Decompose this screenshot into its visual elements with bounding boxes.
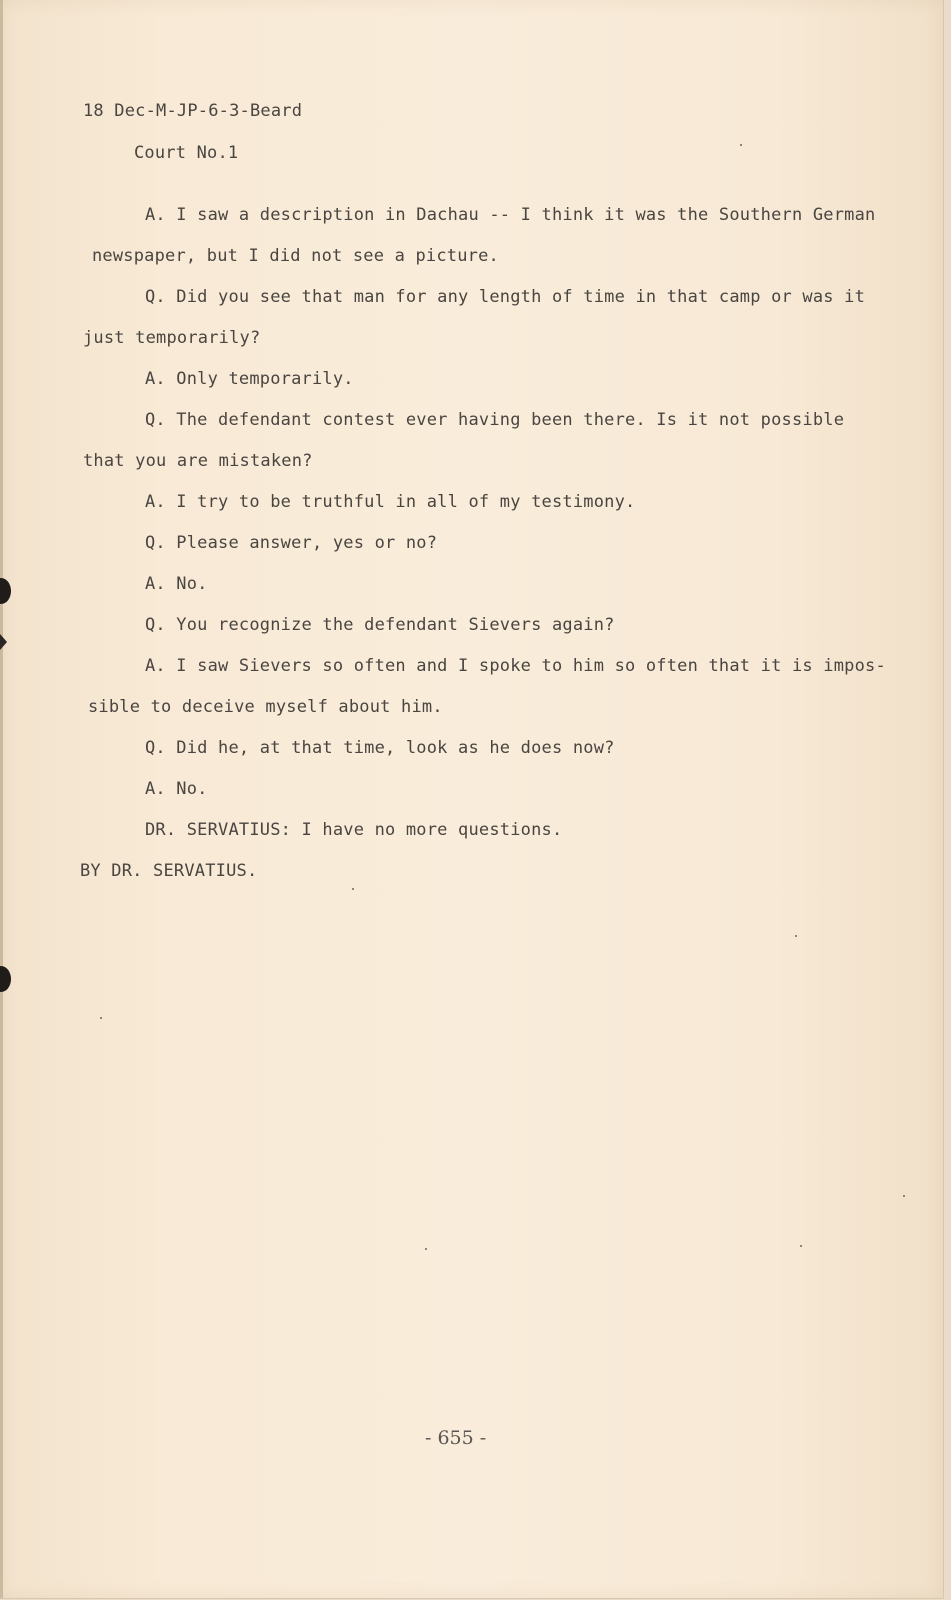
transcript-line: A. I try to be truthful in all of my testimony. — [145, 492, 636, 512]
transcript-line: newspaper, but I did not see a picture. — [92, 246, 499, 266]
paper-speck — [740, 144, 742, 146]
transcript-line: sible to deceive myself about him. — [88, 697, 443, 717]
paper-speck — [352, 888, 354, 890]
transcript-line: Q. Did he, at that time, look as he does now? — [145, 738, 615, 758]
transcript-line: just temporarily? — [83, 328, 261, 348]
transcript-line: Q. Did you see that man for any length of time in that camp or was it — [145, 287, 866, 307]
transcript-line: that you are mistaken? — [83, 451, 313, 471]
document-header: 18 Dec-M-JP-6-3-Beard — [83, 101, 303, 121]
page-edge — [0, 0, 3, 1598]
transcript-line: DR. SERVATIUS: I have no more questions. — [145, 820, 563, 840]
court-number: Court No.1 — [134, 143, 239, 163]
paper-speck — [100, 1017, 102, 1019]
transcript-line: Q. You recognize the defendant Sievers again? — [145, 615, 615, 635]
transcript-line: A. I saw Sievers so often and I spoke to him so often that it is impos- — [145, 656, 886, 676]
paper-speck — [795, 935, 797, 937]
paper-speck — [425, 1248, 427, 1250]
transcript-line: Q. The defendant contest ever having been there. Is it not possible — [145, 410, 845, 430]
transcript-line: BY DR. SERVATIUS. — [80, 861, 258, 881]
transcript-line: Q. Please answer, yes or no? — [145, 533, 438, 553]
transcript-line: A. Only temporarily. — [145, 369, 354, 389]
transcript-line: A. No. — [145, 779, 208, 799]
transcript-line: A. I saw a description in Dachau -- I think it was the Southern German — [145, 205, 876, 225]
paper-speck — [903, 1195, 905, 1197]
paper-speck — [800, 1245, 802, 1247]
transcript-line: A. No. — [145, 574, 208, 594]
page-number: - 655 - — [425, 1427, 487, 1449]
